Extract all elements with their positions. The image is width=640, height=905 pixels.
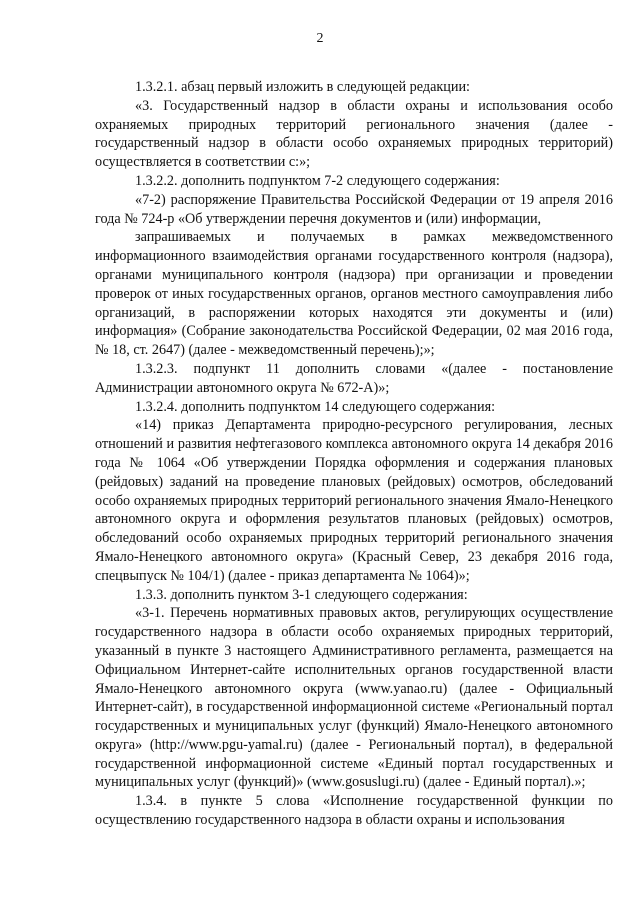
paragraph: запрашиваемых и получаемых в рамках межведомственного информационного взаимодействия органами государственного контроля (надзора), органами муниципального контроля (надзора) при организации и проведении проверок от иных государственных органов, органов местного самоуправления либо организаций, в распоряжении которых находятся эти документы и (или) информация» (Собрание законодательства Российской Федерации, 02 мая 2016 года, № 18, ст. 2647) (далее - межведомственный перечень);»; xyxy=(95,229,613,359)
paragraph: 1.3.3. дополнить пунктом 3-1 следующего содержания: xyxy=(135,586,468,603)
paragraph: «3-1. Перечень нормативных правовых актов, регулирующих осуществление государственного надзора в области особо охраняемых природных территорий, указанный в пункте 3 настоящего Административного регламента, размещается на Официальном Интернет-сайте исполнительных органов государственной власти Ямало-Ненецкого автономного округа (www.yanao.ru) (далее - Официальный Интернет-сайт), в государственной информационной системе «Региональный портал государственных и муниципальных услуг (функций) Ямало-Ненецкого автономного округа» (http://www.pgu-yamal.ru) (далее - Региональный портал), в федеральной государственной информационной системе «Единый портал государственных и муниципальных услуг (функций)» (www.gosuslugi.ru) (далее - Единый портал).»; xyxy=(95,605,613,791)
paragraph: «14) приказ Департамента природно-ресурсного регулирования, лесных отношений и развития нефтегазового комплекса автономного округа 14 декабря 2016 года № 1064 «Об утверждении Порядка оформления и содержания плановых (рейдовых) заданий на проведение плановых (рейдовых) осмотров, обследований особо охраняемых природных территорий регионального значения Ямало-Ненецкого автономного округа и оформления результатов плановых (рейдовых) осмотров, обследований особо охраняемых природных территорий регионального значения Ямало-Ненецкого автономного округа» (Красный Север, 23 декабря 2016 года, спецвыпуск № 104/1) (далее - приказ департамента № 1064)»; xyxy=(95,417,613,584)
paragraph: «7-2) распоряжение Правительства Российской Федерации от 19 апреля 2016 года № 724-р «Об утверждении перечня документов и (или) информации, xyxy=(95,191,613,227)
paragraph: 1.3.4. в пункте 5 слова «Исполнение государственной функции по осуществлению государственного надзора в области охраны и использования xyxy=(95,793,613,829)
paragraph: 1.3.2.3. подпункт 11 дополнить словами «(далее - постановление Администрации автономного округа № 672-А)»; xyxy=(95,360,613,396)
paragraph: 1.3.2.4. дополнить подпунктом 14 следующего содержания: xyxy=(135,398,496,415)
page-number: 2 xyxy=(316,31,324,46)
paragraph: 1.3.2.1. абзац первый изложить в следующей редакции: xyxy=(135,79,470,95)
paragraph: 1.3.2.2. дополнить подпунктом 7-2 следующего содержания: xyxy=(135,172,500,189)
document-body xyxy=(95,78,613,830)
paragraph: «3. Государственный надзор в области охраны и использования особо охраняемых природных территорий регионального значения (далее - государственный надзор в области особо охраняемых природных территорий) осуществляется в соответствии с:»; xyxy=(95,97,613,171)
